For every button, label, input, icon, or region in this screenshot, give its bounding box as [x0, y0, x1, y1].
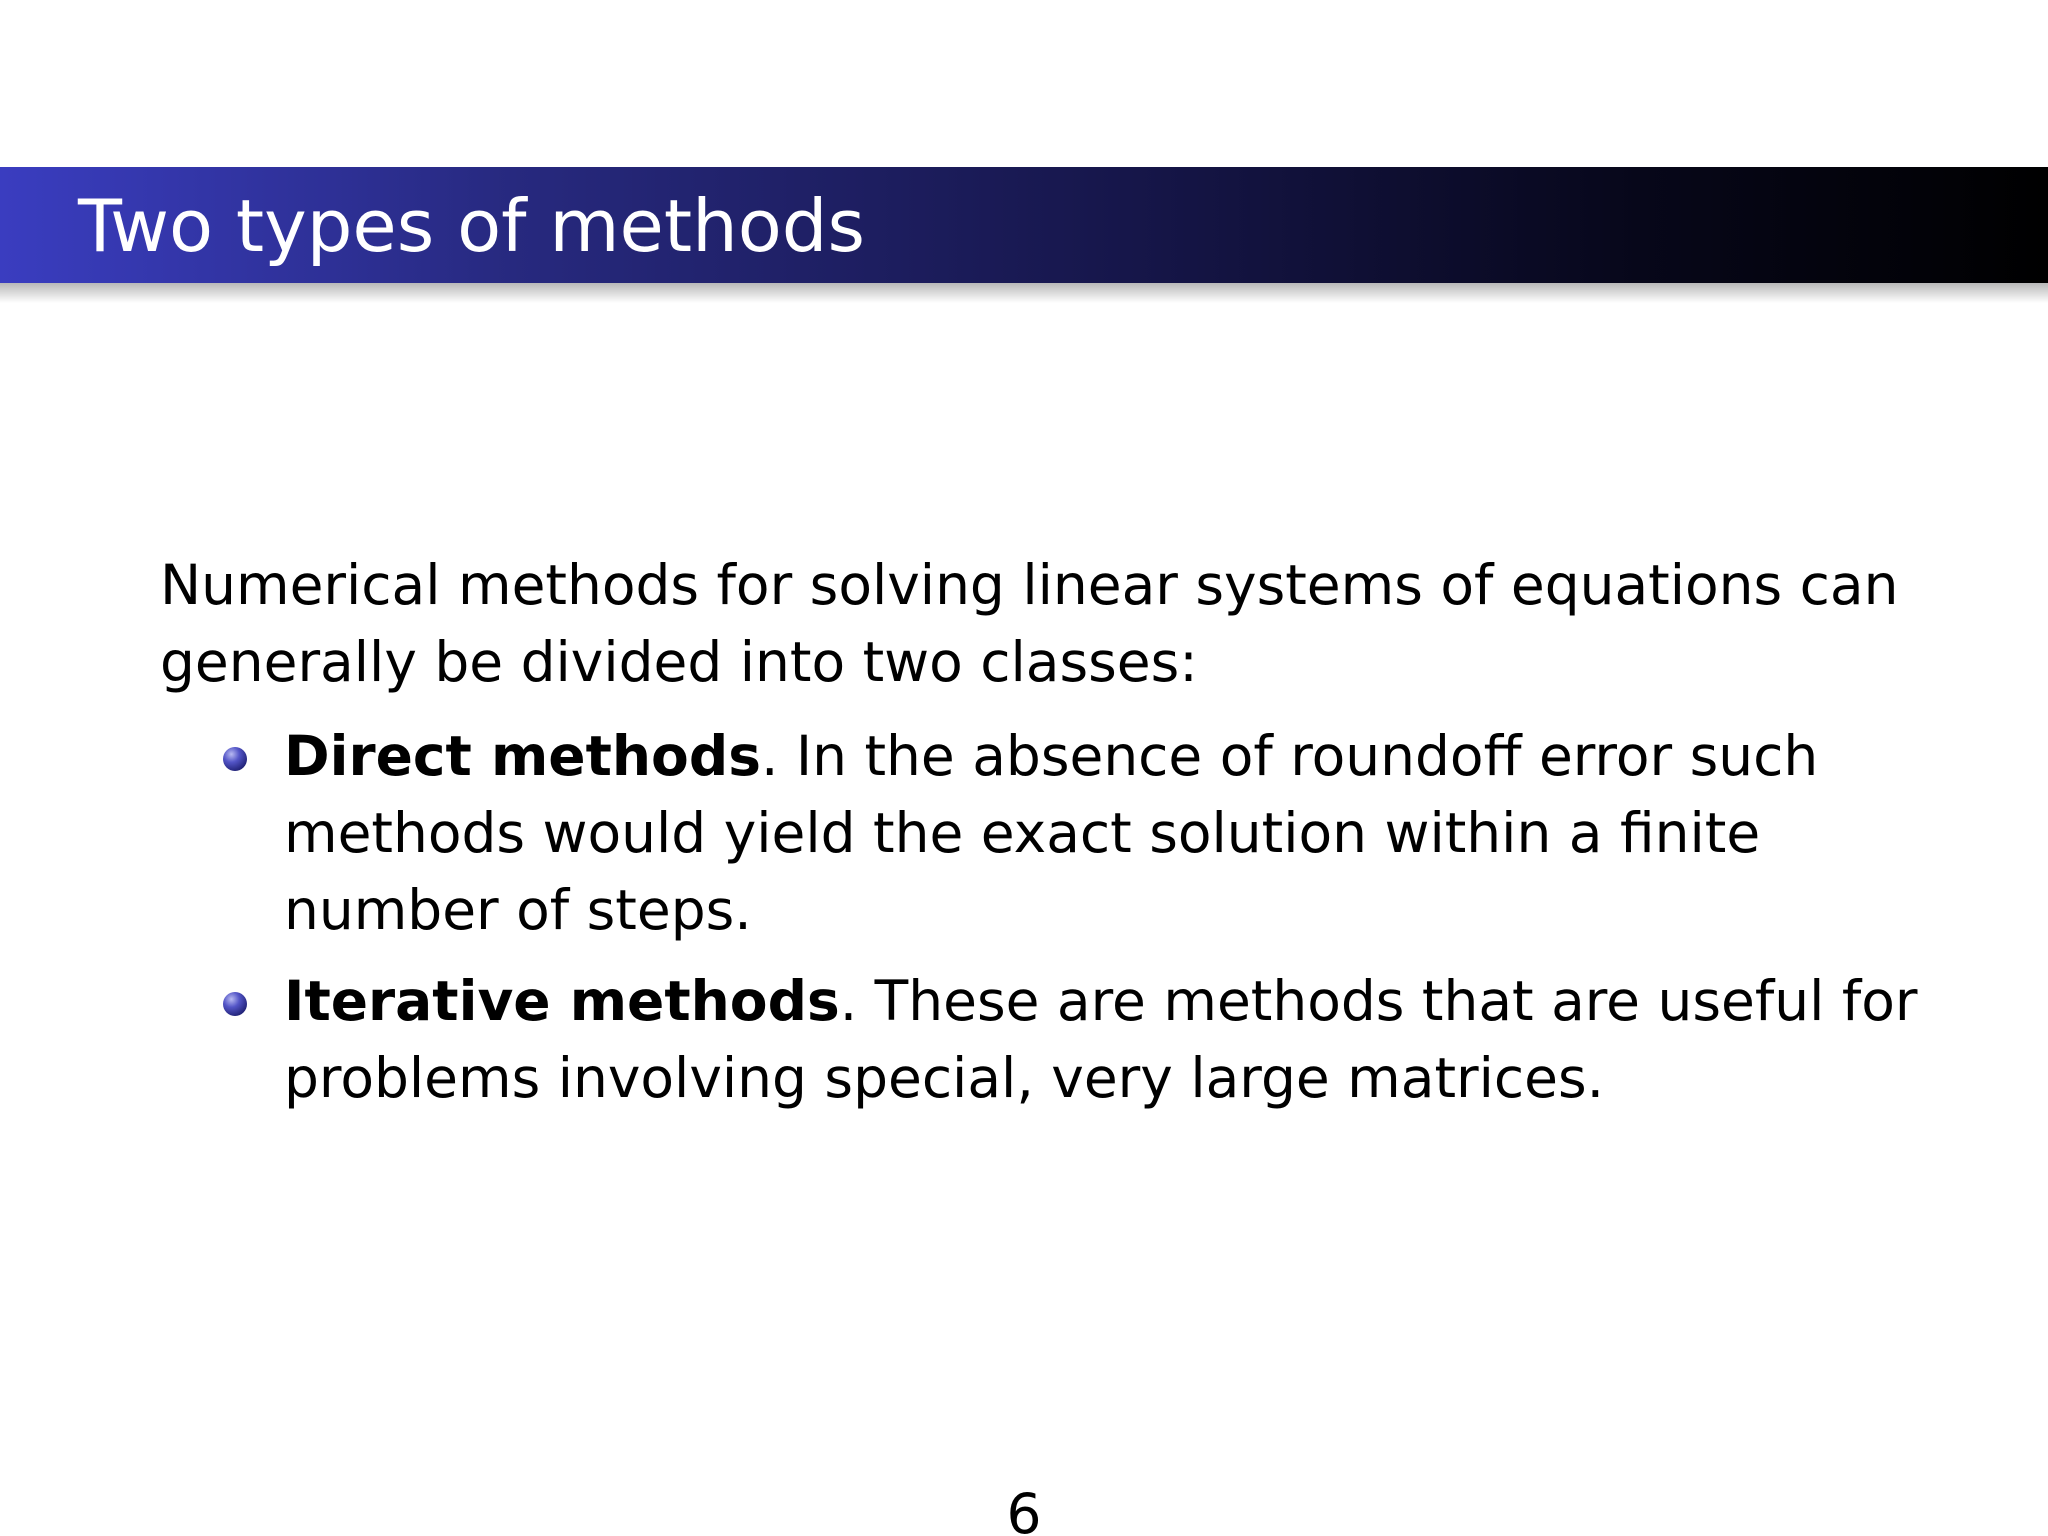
page-number: 6 [1006, 1482, 1042, 1536]
bullet-list [160, 718, 1920, 1131]
bullet-ball-icon [223, 747, 247, 771]
intro-paragraph: Numerical methods for solving linear systems of equations can generally be divided into two classes: [160, 553, 1899, 694]
bullet-term: Iterative methods [284, 969, 840, 1033]
slide-title: Two types of methods [78, 184, 865, 268]
title-bar-shadow [0, 283, 2048, 303]
bullet-text: . In the absence of roundoff error such methods would yield the exact solution within a finite number of steps. [284, 724, 1819, 942]
bullet-term: Direct methods [284, 724, 761, 788]
bullet-item-direct-methods [160, 718, 1920, 949]
bullet-ball-icon [223, 992, 247, 1016]
bullet-text: . These are methods that are useful for problems involving special, very large matrices. [284, 969, 1918, 1110]
bullet-item-iterative-methods [160, 963, 1920, 1117]
